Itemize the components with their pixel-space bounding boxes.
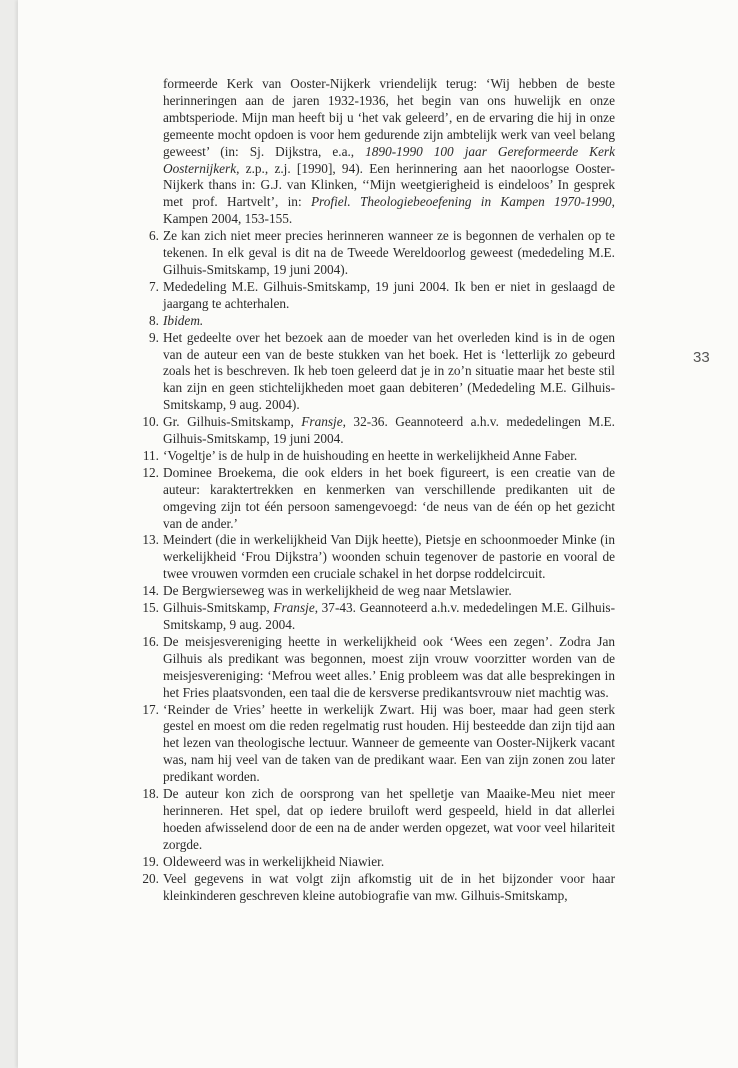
endnote-italic-segment: Fransje: [301, 414, 343, 430]
endnote: [123, 313, 615, 330]
endnote-text: [163, 228, 615, 279]
endnote-text: [163, 279, 615, 313]
endnote: [123, 583, 615, 600]
endnote-number: 20.: [142, 870, 159, 886]
endnote-text: [163, 414, 615, 448]
endnote-italic-segment: 1890-1990 100 jaar Gereformeerde Kerk Oosternijkerk: [163, 143, 615, 176]
endnote-text-segment: , 32-36. Geannoteerd a.h.v. mededelingen M.E. Gilhuis-Smitskamp, 19 juni 2004.: [163, 414, 615, 447]
endnote: [123, 76, 615, 228]
endnotes-list: [123, 76, 615, 904]
endnote-number: 8.: [149, 312, 159, 328]
endnote-text-segment: Ze kan zich niet meer precies herinneren wanneer ze is begonnen de verhalen op te tekenen. In elk geval is dit na de Tweede Wereldoorlog geweest (mededeling M.E. Gilhuis-Smitskamp, 19 juni 2004).: [163, 228, 615, 277]
endnote: [123, 465, 615, 533]
endnote-text-segment: Meindert (die in werkelijkheid Van Dijk heette), Pietsje en schoonmoeder Minke (in werkelijkheid ‘Frou Dijkstra’) woonden schuin tegenover de pastorie en vooral de twee vrouwen vormden een cruciale schakel in het dorpse roddelcircuit.: [163, 532, 615, 582]
endnote-text: [163, 600, 615, 634]
endnote-text-segment: ‘Reinder de Vries’ heette in werkelijk Zwart. Hij was boer, maar had geen sterk gestel en moest om die reden regelmatig rust houden. Hij besteedde dan zijn tijd aan het lezen van theologische lectuur. Wanneer de gemeente van Ooster-Nijkerk vacant was, nam hij veel van de taken van de predikant waar. Een van zijn zonen zou later predikant worden.: [163, 701, 615, 785]
endnote-number: 13.: [142, 532, 159, 548]
endnote-number: 11.: [142, 447, 159, 463]
endnote-text-segment: Oldeweerd was in werkelijkheid Niawier.: [163, 853, 385, 869]
endnote: [123, 228, 615, 279]
endnote-text: [163, 871, 615, 905]
endnote-text: [163, 76, 615, 228]
endnote-text-segment: Gr. Gilhuis-Smitskamp,: [163, 414, 302, 430]
endnote-text: [163, 702, 615, 787]
endnote: [123, 279, 615, 313]
endnote-text: [163, 448, 615, 465]
endnote-text-segment: , z.p., z.j. [1990], 94). Een herinnering aan het naoorlogse Ooster-Nijkerk thans in: G.J. van Klinken, ‘‘Mijn weetgierigheid is eindeloos’ In gesprek met prof. Hartvelt’, in:: [163, 160, 615, 210]
endnote: [123, 871, 615, 905]
endnote-text-segment: Mededeling M.E. Gilhuis-Smitskamp, 19 juni 2004. Ik ben er niet in geslaagd de jaargang te achterhalen.: [163, 278, 615, 311]
endnote-italic-segment: Fransje: [273, 600, 315, 616]
endnote-text: [163, 532, 615, 583]
endnote-number: 12.: [142, 464, 159, 480]
endnote: [123, 414, 615, 448]
endnote: [123, 330, 615, 415]
endnote-text: [163, 583, 615, 600]
endnote-number: 15.: [142, 600, 159, 616]
endnote-text-segment: Het gedeelte over het bezoek aan de moeder van het overleden kind is in de ogen van de auteur een van de beste stukken van het boek. Het is ‘letterlijk zo gebeurd zoals het is beschreven. Ik heb toen geleerd dat je in zo’n situatie maar het beste stil kan zijn en geen stichtelijkheden moet gaan debiteren’ (Mededeling M.E. Gilhuis-Smitskamp, 9 aug. 2004).: [163, 329, 615, 413]
endnote-number: 7.: [149, 278, 159, 294]
endnote-text-segment: Gilhuis-Smitskamp,: [163, 600, 274, 616]
endnote-number: 16.: [142, 633, 159, 649]
endnote-text: [163, 786, 615, 854]
endnote-text: [163, 465, 615, 533]
endnote-text-segment: formeerde Kerk van Ooster-Nijkerk vriendelijk terug: ‘Wij hebben de beste herinneringen aan de jaren 1932-1936, het begin van ons huwelijk en onze ambtsperiode. Mijn man heeft bij u ‘het vak geleerd’, en de ervaring die hij in onze gemeente mocht opdoen is voor hem gedurende zijn ambtelijk werk van veel belang geweest’ (in: Sj. Dijkstra, e.a.,: [163, 76, 615, 159]
endnote: [123, 448, 615, 465]
endnote-text: [163, 313, 615, 330]
endnote: [123, 786, 615, 854]
endnote-text-segment: ‘Vogeltje’ is de hulp in de huishouding en heette in werkelijkheid Anne Faber.: [163, 447, 578, 463]
endnote: [123, 854, 615, 871]
endnote-text: [163, 854, 615, 871]
endnote-number: 10.: [142, 414, 159, 430]
endnote-number: 14.: [142, 583, 159, 599]
endnote-number: 9.: [149, 329, 159, 345]
endnote: [123, 532, 615, 583]
endnote-text-segment: De auteur kon zich de oorsprong van het spelletje van Maaike-Meu niet meer herinneren. Het spel, dat op iedere bruiloft werd gespeeld, hield in dat allerlei hoeden afwisselend door de een na de ander werden opgezet, wat voor veel hilariteit zorgde.: [163, 786, 615, 852]
endnote-italic-segment: Profiel. Theologiebeoefening in Kampen 1970-1990: [310, 194, 612, 210]
endnote-number: 17.: [142, 701, 159, 717]
endnote-italic-segment: Ibidem.: [163, 312, 204, 328]
endnote-text-segment: De Bergwierseweg was in werkelijkheid de weg naar Metslawier.: [163, 583, 512, 599]
endnote-number: 19.: [142, 853, 159, 869]
endnote: [123, 634, 615, 702]
endnote-text: [163, 330, 615, 415]
endnote-text-segment: Veel gegevens in wat volgt zijn afkomstig uit de in het bijzonder voor haar kleinkinderen geschreven kleine autobiografie van mw. Gilhuis-Smitskamp,: [163, 870, 615, 903]
book-page: [18, 0, 738, 1068]
endnote: [123, 702, 615, 787]
endnote-text-segment: , Kampen 2004, 153-155.: [163, 194, 615, 227]
endnote-number: 6.: [149, 228, 159, 244]
page-number: 33: [693, 349, 710, 366]
endnote-text: [163, 634, 615, 702]
endnote: [123, 600, 615, 634]
endnote-text-segment: De meisjesvereniging heette in werkelijkheid ook ‘Wees een zegen’. Zodra Jan Gilhuis als predikant was begonnen, moest zijn vrouw voorzitter worden van de meisjesvereniging: ‘Mefrou weet alles.’ Enig probleem was dat alle besprekingen in het Fries plaatsvonden, een taal die de kersverse predikantsvrouw niet machtig was.: [163, 633, 615, 700]
endnote-text-segment: , 37-43. Geannoteerd a.h.v. mededelingen M.E. Gilhuis-Smitskamp, 9 aug. 2004.: [163, 600, 616, 632]
endnote-number: 18.: [142, 786, 159, 802]
endnote-text-segment: Dominee Broekema, die ook elders in het boek figureert, is een creatie van de auteur: karaktertrekken en kenmerken van verschillende predikanten uit de omgeving zijn tot één persoon samengevoegd: ‘de neus van de één op het gezicht van de ander.’: [163, 464, 615, 531]
